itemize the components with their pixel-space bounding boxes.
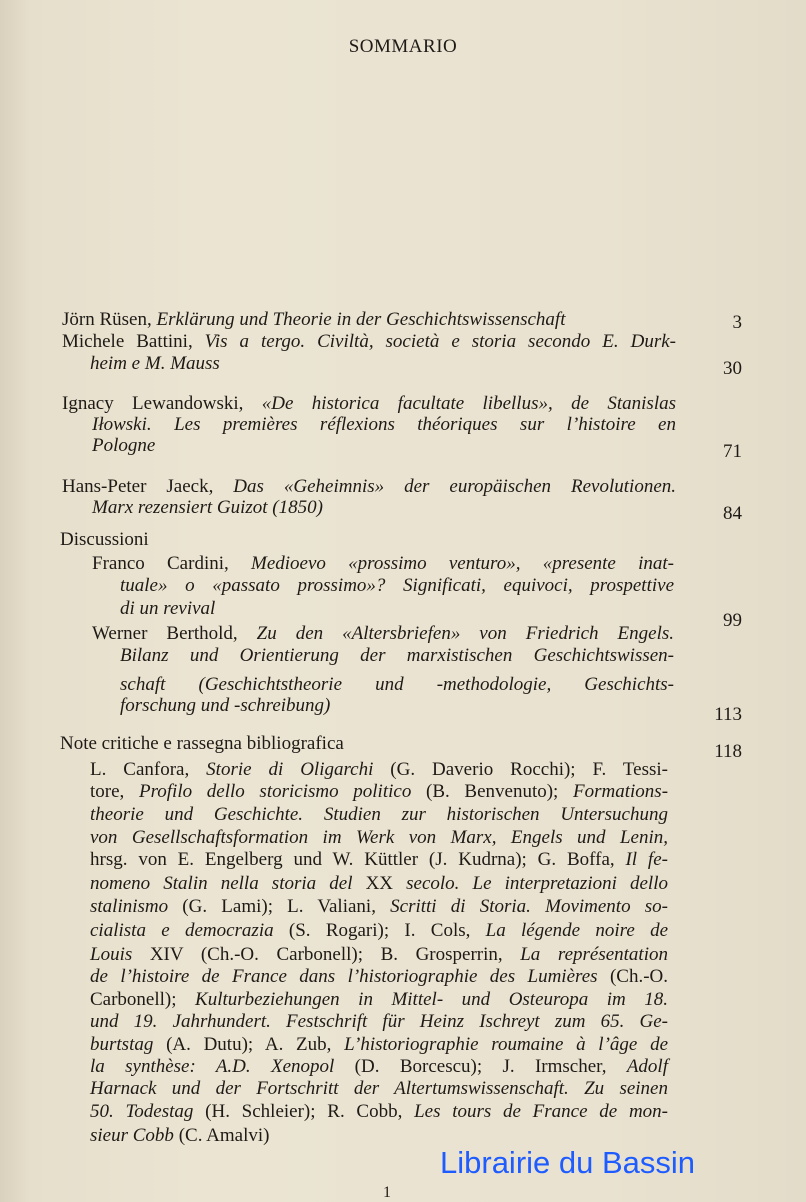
toc-title-text: tuale» o «passato prossimo»? Significati, equivoci, prospettive: [120, 575, 674, 596]
toc-line: [120, 695, 330, 717]
toc-line: [92, 553, 674, 575]
toc-title-text: Kulturbeziehungen in Mittel- und Osteuropa im 18.: [195, 989, 668, 1010]
toc-title-text: Les tours de France de mon-: [414, 1101, 668, 1122]
toc-line: [90, 1101, 668, 1123]
toc-author-text: Note critiche e rassegna bibliografica: [60, 733, 344, 754]
toc-title-text: «De historica facultate libellus», de Stanislas: [261, 393, 676, 414]
toc-title-text: stalinismo: [90, 896, 169, 917]
toc-author-text: Discussioni: [60, 529, 149, 550]
toc-author-text: tore,: [90, 781, 139, 802]
toc-title-text: Harnack und der Fortschritt der Altertumswissenschaft. Zu seinen: [90, 1078, 668, 1099]
toc-title-text: heim e M. Mauss: [90, 353, 220, 374]
toc-title-text: Erklärung und Theorie in der Geschichtswissenschaft: [156, 309, 566, 330]
toc-line: [90, 781, 668, 803]
toc-line: [90, 849, 668, 871]
toc-title-text: La représentation: [520, 944, 668, 965]
toc-line: [90, 944, 668, 966]
toc-title-text: 50. Todestag: [90, 1101, 194, 1122]
toc-author-text: Carbonell);: [90, 989, 196, 1010]
toc-line: [90, 896, 668, 918]
toc-line: [90, 804, 668, 826]
toc-title-text: forschung und -schreibung): [120, 695, 331, 716]
toc-page-number: 71: [723, 441, 742, 462]
toc-title-text: Medioevo «prossimo venturo», «presente inat-: [251, 553, 674, 574]
toc-page-number: 113: [714, 704, 742, 725]
toc-author-text: (G. Lami); L. Valiani,: [168, 896, 391, 917]
toc-title-text: La légende noire de: [485, 920, 669, 941]
toc-title-text: Vis a tergo. Civiltà, società e storia secondo E. Durk-: [204, 331, 676, 352]
toc-page-number: 118: [714, 741, 742, 762]
toc-line: [90, 989, 668, 1011]
toc-page-number: 30: [723, 358, 742, 379]
toc-title-text: burtstag: [90, 1034, 154, 1055]
toc-author-text: Ignacy Lewandowski,: [62, 393, 262, 414]
toc-author-text: (C. Amalvi): [173, 1125, 270, 1146]
toc-line: [120, 575, 674, 597]
toc-line: [90, 920, 668, 942]
toc-line: [90, 1011, 668, 1033]
toc-author-text: (Ch.-O.: [597, 966, 668, 987]
toc-line: [92, 497, 323, 519]
toc-title-text: von Gesellschaftsformation im Werk von Marx, Engels und Lenin,: [90, 827, 668, 848]
watermark: Librairie du Bassin: [440, 1145, 696, 1180]
toc-author-text: Franco Cardini,: [92, 553, 251, 574]
toc-title-text: Louis: [90, 944, 150, 965]
toc-author-text: (H. Schleier); R. Cobb,: [193, 1101, 415, 1122]
toc-title-text: nomeno Stalin nella storia del: [90, 873, 366, 894]
toc-title-text: Marx rezensiert Guizot (1850): [92, 497, 323, 518]
toc-page-number: 99: [723, 610, 742, 631]
toc-title-text: di un revival: [120, 598, 216, 619]
toc-line: [90, 827, 668, 849]
toc-line: [90, 1056, 668, 1078]
toc-title-text: sieur Cobb: [90, 1125, 174, 1146]
toc-author-text: L. Canfora,: [90, 759, 207, 780]
toc-page-number: 84: [723, 503, 742, 524]
toc-author-text: Werner Berthold,: [92, 623, 257, 644]
toc-author-text: (A. Dutu); A. Zub,: [153, 1034, 345, 1055]
toc-title-text: Scritti di Storia. Movimento so-: [390, 896, 668, 917]
toc-title-text: Bilanz und Orientierung der marxistischen Geschichtswissen-: [120, 645, 674, 666]
toc-title-text: theorie und Geschichte. Studien zur historischen Untersuchung: [90, 804, 668, 825]
toc-title-text: Das «Geheimnis» der europäischen Revolutionen.: [233, 476, 677, 497]
toc-author-text: XIV: [149, 944, 184, 965]
toc-author-text: (G. Daverio Rocchi); F. Tessi-: [373, 759, 668, 780]
toc-line: [120, 645, 674, 667]
toc-title-text: la synthèse: A.D. Xenopol: [90, 1056, 335, 1077]
toc-title-text: Profilo dello storicismo politico: [138, 781, 412, 802]
toc-title-text: L’historiographie roumaine à l’âge de: [344, 1034, 668, 1055]
toc-title-text: de l’histoire de France dans l’historiographie des Lumières: [90, 966, 598, 987]
toc-title-text: Zu den «Altersbriefen» von Friedrich Engels.: [256, 623, 674, 644]
toc-title-text: Storie di Oligarchi: [206, 759, 374, 780]
toc-author-text: (B. Benvenuto);: [411, 781, 574, 802]
toc-line: [90, 873, 668, 895]
toc-author-text: (S. Rogari); I. Cols,: [273, 920, 486, 941]
toc-line: [92, 414, 676, 436]
toc-line: [90, 1034, 668, 1056]
toc-title-text: und 19. Jahrhundert. Festschrift für Heinz Ischreyt zum 65. Ge-: [90, 1011, 668, 1032]
page-number: 1: [383, 1184, 391, 1201]
toc-title-text: cialista e democrazia: [90, 920, 274, 941]
toc-line: [90, 966, 668, 988]
toc-title-text: schaft (Geschichtstheorie und -methodologie, Geschichts-: [120, 674, 674, 695]
toc-line: [60, 529, 149, 551]
page-title: SOMMARIO: [348, 36, 458, 57]
toc-title-text: Iłowski. Les premières réflexions théoriques sur l’histoire en: [92, 414, 676, 435]
toc-title-text: Formations-: [573, 781, 669, 802]
toc-line: [62, 309, 565, 331]
toc-line: [90, 353, 220, 375]
toc-author-text: hrsg. von E. Engelberg und W. Küttler (J. Kudrna); G. Boffa,: [90, 849, 626, 870]
toc-author-text: Hans-Peter Jaeck,: [62, 476, 234, 497]
toc-author-text: Jörn Rüsen,: [62, 309, 157, 330]
toc-line: [62, 331, 676, 353]
toc-title-text: Il fe-: [625, 849, 668, 870]
toc-author-text: Michele Battini,: [62, 331, 205, 352]
toc-line: [120, 598, 215, 620]
toc-line: [90, 759, 668, 781]
toc-line: [90, 1078, 668, 1100]
toc-line: [62, 476, 676, 498]
toc-line: [90, 1125, 269, 1147]
toc-line: [92, 623, 674, 645]
toc-author-text: (D. Borcescu); J. Irmscher,: [334, 1056, 627, 1077]
toc-line: [92, 435, 155, 457]
toc-line: [60, 733, 344, 755]
toc-page-number: 3: [732, 312, 742, 333]
toc-title-text: secolo. Le interpretazioni dello: [393, 873, 668, 894]
toc-line: [62, 393, 676, 415]
toc-author-text: XX: [365, 873, 394, 894]
toc-author-text: (Ch.-O. Carbonell); B. Grosperrin,: [183, 944, 521, 965]
toc-line: [120, 674, 674, 696]
toc-title-text: Adolf: [626, 1056, 668, 1077]
toc-title-text: Pologne: [92, 435, 156, 456]
